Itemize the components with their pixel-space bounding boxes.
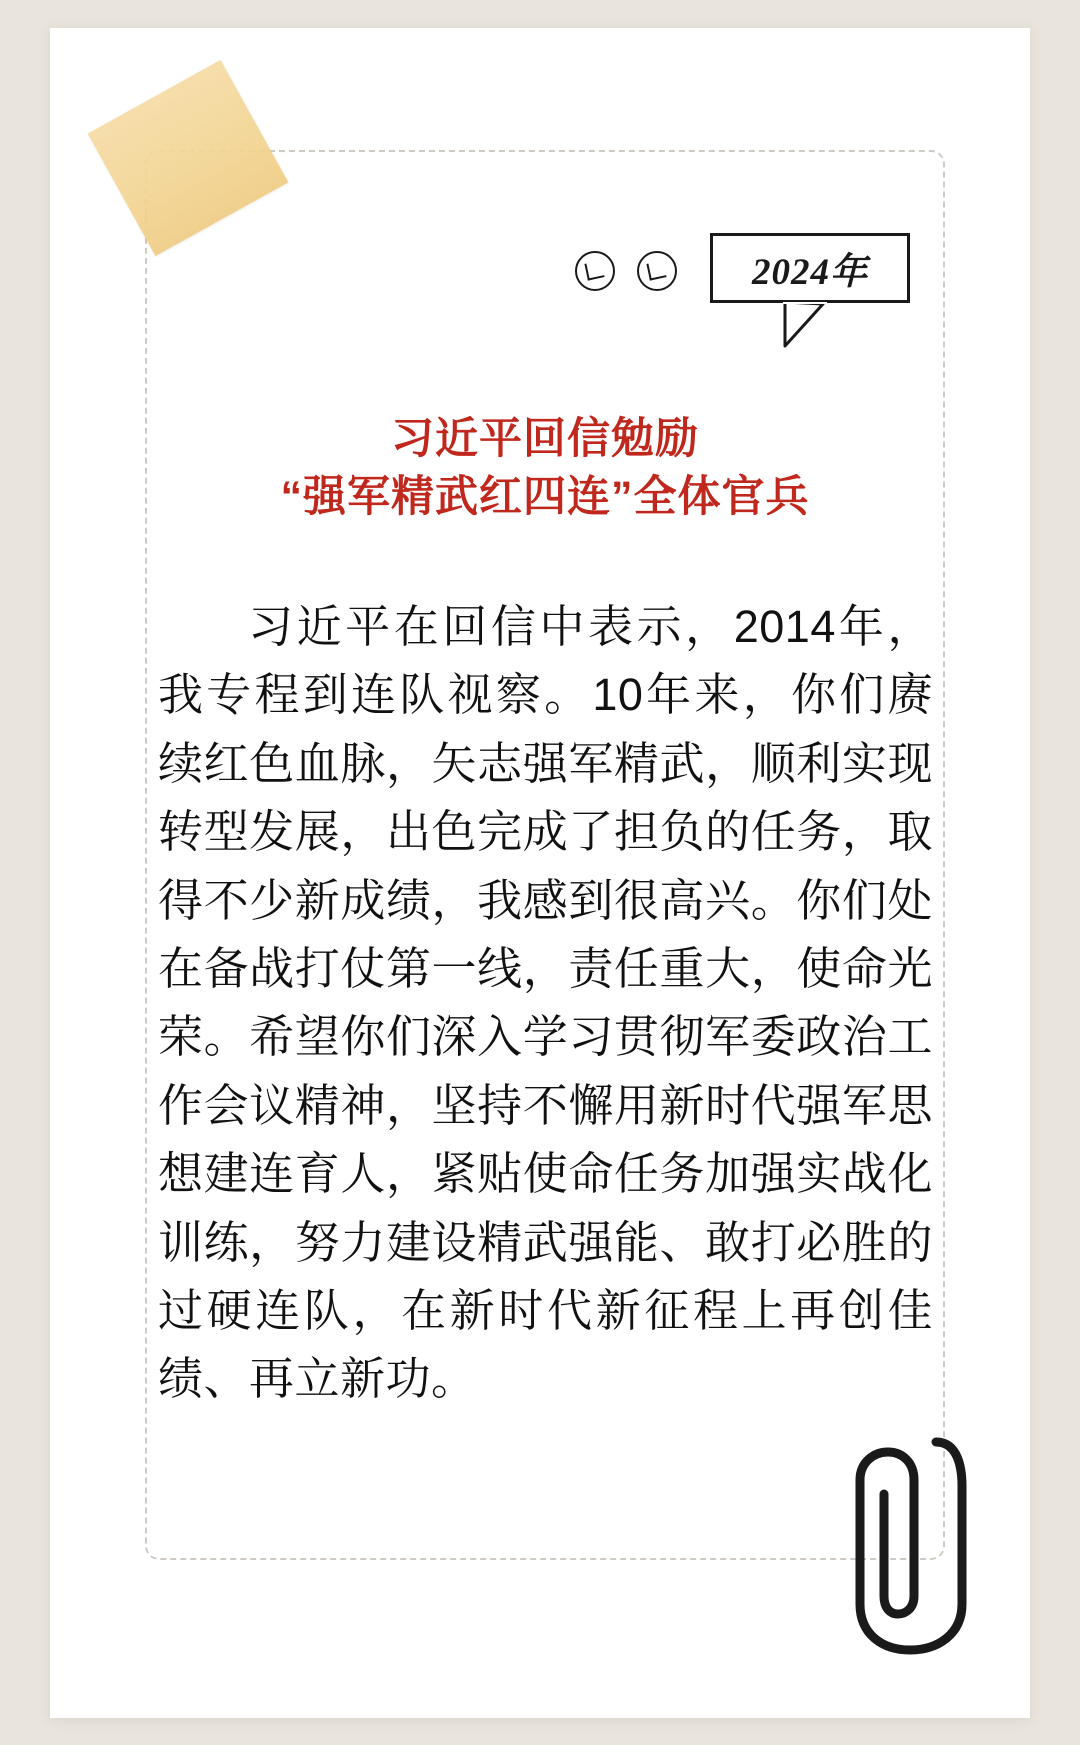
washi-tape-decoration [88, 60, 289, 256]
year-badge-label: 2024年 [752, 252, 868, 293]
paperclip-icon [840, 1428, 970, 1658]
page-title [145, 411, 945, 526]
title-line-1: 习近平回信勉励 [391, 415, 699, 463]
circled-arrow-icon [637, 251, 677, 291]
decoration-row [145, 233, 945, 343]
note-card [50, 28, 1030, 1718]
year-badge [710, 233, 910, 303]
circled-arrow-icon [575, 251, 615, 291]
title-line-2: “强军精武红四连”全体官兵 [280, 472, 810, 521]
body-paragraph: 习近平在回信中表示，2014年，我专程到连队视察。10年来，你们赓续红色血脉，矢志强军精武，顺利实现转型发展，出色完成了担负的任务，取得不少新成绩，我感到很高兴。你们处在备战打仗第一线，责任重大，使命光荣。希望你们深入学习贯彻军委政治工作会议精神，坚持不懈用新时代强军思想建连育人，紧贴使命任务加强实战化训练，努力建设精武强能、敢打必胜的过硬连队，在新时代新征程上再创佳绩、再立新功。 [158, 601, 933, 1405]
